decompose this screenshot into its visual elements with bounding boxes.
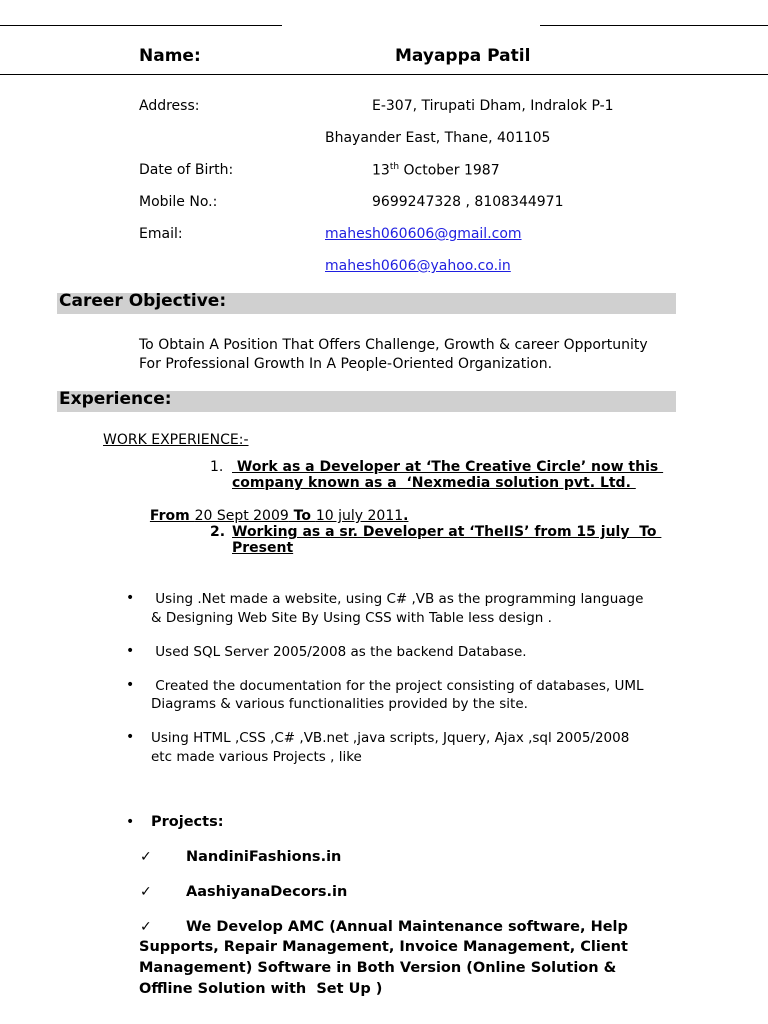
check-icon: ✓ <box>140 919 152 935</box>
to-date: 10 july 2011 <box>315 508 404 524</box>
exp-item1-num: 1. <box>210 459 224 475</box>
mobile-label: Mobile No.: <box>139 194 218 210</box>
dob-rest: October 1987 <box>399 162 500 179</box>
project-item-2: AashiyanaDecors.in <box>186 884 348 900</box>
period: . <box>403 508 409 524</box>
address-label: Address: <box>139 98 200 114</box>
address-line2: Bhayander East, Thane, 401105 <box>325 130 551 146</box>
projects-label: Projects: <box>151 814 224 830</box>
work-experience-heading: WORK EXPERIENCE:- <box>103 432 249 448</box>
bullet-1-dot: • <box>126 590 135 606</box>
bullet-3-dot: • <box>126 677 135 693</box>
exp-item1-line2: company known as a ‘Nexmedia solution pvt. Ltd. <box>232 475 636 491</box>
exp-item2-line2: Present <box>232 540 294 556</box>
bullet-4-dot: • <box>126 729 135 745</box>
exp-item2-num: 2. <box>210 524 226 540</box>
email-label: Email: <box>139 226 183 242</box>
bullet-4-line1: Using HTML ,CSS ,C# ,VB.net ,java scripts, Jquery, Ajax ,sql 2005/2008 <box>151 730 630 746</box>
from-label: From <box>149 508 195 524</box>
exp-item1-line1: Work as a Developer at ‘The Creative Circle’ now this <box>232 459 664 475</box>
career-objective-title: Career Objective: <box>59 291 227 311</box>
from-date: 20 Sept 2009 <box>194 508 289 524</box>
name-value: Mayappa Patil <box>395 46 531 66</box>
bullet-1-line2: & Designing Web Site By Using CSS with Table less design . <box>151 610 552 626</box>
amc-line3: Management) Software in Both Version (Online Solution & <box>139 960 617 976</box>
top-rule-left <box>0 25 282 26</box>
experience-title: Experience: <box>59 389 172 409</box>
career-objective-line2: For Professional Growth In A People-Oriented Organization. <box>139 356 553 372</box>
dob-value <box>372 162 500 179</box>
career-objective-bar <box>57 293 676 314</box>
exp-item2-line1: Working as a sr. Developer at ‘TheIIS’ from 15 july To <box>232 524 662 540</box>
to-label: To <box>288 508 316 524</box>
top-rule-right <box>540 25 768 26</box>
projects-dot: • <box>126 814 135 830</box>
check-icon: ✓ <box>140 849 152 865</box>
bullet-2-dot: • <box>126 643 135 659</box>
bullet-2-line1: Used SQL Server 2005/2008 as the backend Database. <box>151 644 527 660</box>
bullet-1-line1: Using .Net made a website, using C# ,VB as the programming language <box>151 591 644 607</box>
dob-suffix: th <box>389 162 400 172</box>
mobile-value: 9699247328 , 8108344971 <box>372 194 564 210</box>
address-line1: E-307, Tirupati Dham, Indralok P-1 <box>372 98 614 114</box>
dob-day: 13 <box>372 162 390 179</box>
exp-item1-dates <box>141 492 408 524</box>
name-rule <box>0 74 768 75</box>
dob-label: Date of Birth: <box>139 162 234 178</box>
amc-line4: Offline Solution with Set Up ) <box>139 981 383 997</box>
experience-bar <box>57 391 676 412</box>
amc-line1: We Develop AMC (Annual Maintenance software, Help <box>186 919 628 935</box>
bullet-4-line2: etc made various Projects , like <box>151 749 362 765</box>
check-icon: ✓ <box>140 884 152 900</box>
name-label: Name: <box>139 46 201 66</box>
bullet-3-line2: Diagrams & various functionalities provided by the site. <box>151 696 528 712</box>
amc-line2: Supports, Repair Management, Invoice Management, Client <box>139 939 628 955</box>
email-link-yahoo[interactable]: mahesh0606@yahoo.co.in <box>325 258 511 274</box>
project-item-1: NandiniFashions.in <box>186 849 342 865</box>
career-objective-line1: To Obtain A Position That Offers Challenge, Growth & career Opportunity <box>139 337 648 353</box>
email-link-gmail[interactable]: mahesh060606@gmail.com <box>325 226 522 242</box>
bullet-3-line1: Created the documentation for the project consisting of databases, UML <box>151 678 644 694</box>
